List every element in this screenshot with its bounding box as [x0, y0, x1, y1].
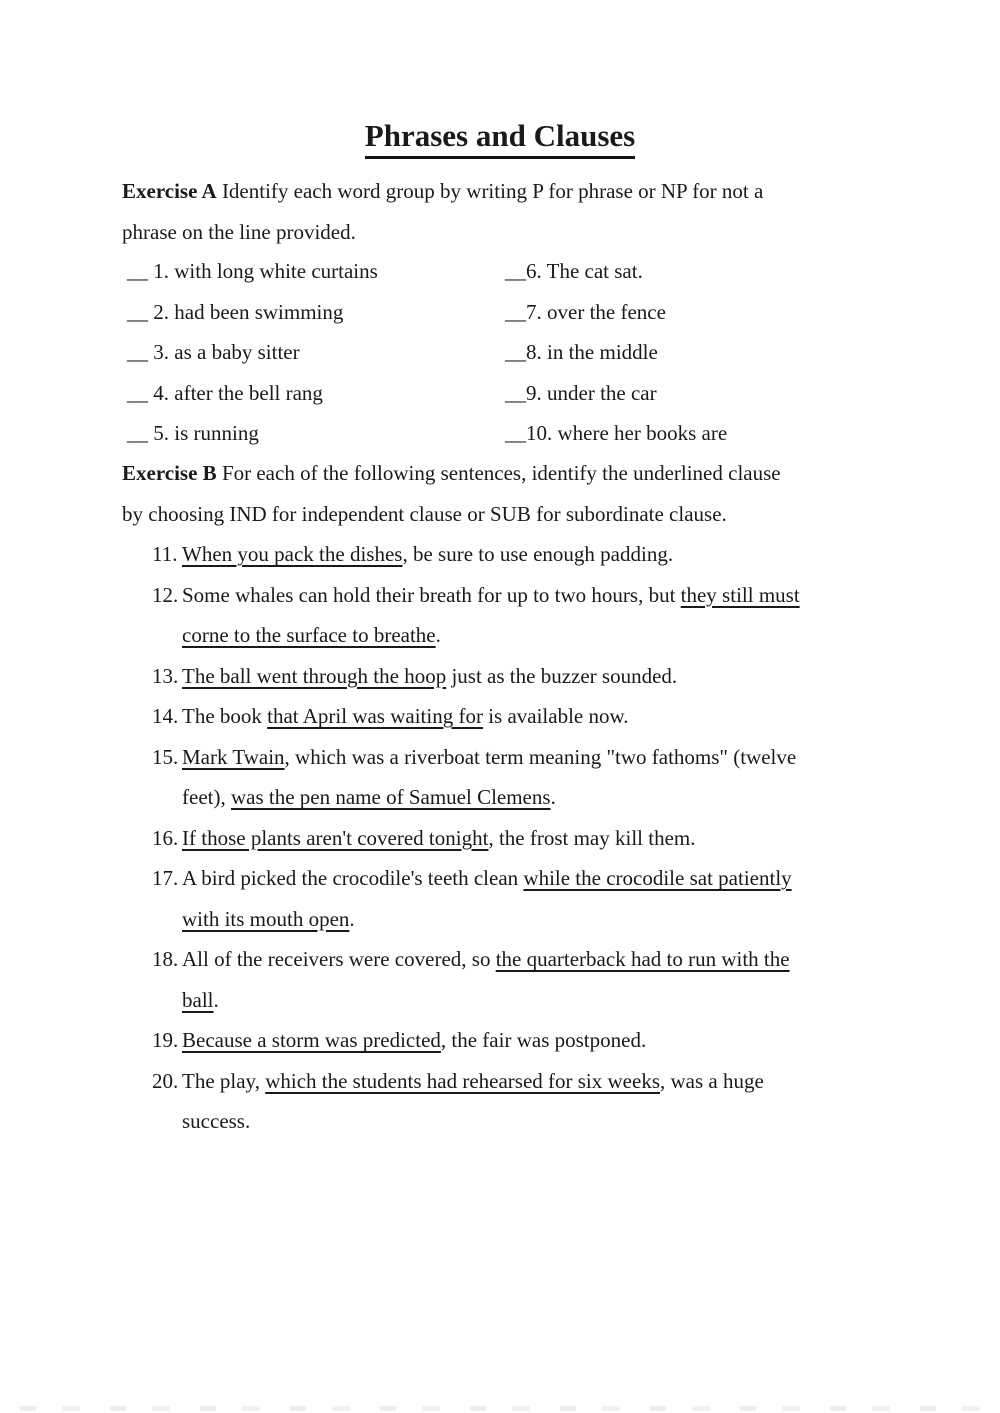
exercise-a-list	[127, 251, 727, 454]
exercise-a-item: __ 2. had been swimming	[127, 299, 344, 324]
text-run: is available now.	[482, 704, 629, 728]
text-run: , was a huge	[660, 1068, 764, 1093]
text-run: by choosing IND for independent clause or SUB for subordinate clause.	[122, 501, 727, 526]
underlined-clause: that April was waiting for	[267, 704, 483, 728]
text-run: The book	[182, 704, 268, 728]
exercise-a-item: __6. The cat sat.	[505, 259, 643, 283]
item-text	[182, 575, 898, 656]
text-run: The play,	[182, 1068, 266, 1093]
exercise-a-item: __7. over the fence	[505, 299, 666, 324]
exercise-a-prompt	[122, 171, 890, 252]
text-run: .	[213, 987, 219, 1012]
text-run: just as the buzzer sounded.	[446, 663, 678, 688]
underlined-clause: while the crocodile sat patiently	[523, 866, 792, 890]
text-run: success.	[182, 1109, 251, 1133]
text-run: A bird picked the crocodile's teeth clean	[182, 866, 524, 890]
text-run: .	[349, 906, 355, 931]
exercise-a-item: __10. where her books are	[505, 421, 728, 445]
underlined-clause: ball	[182, 987, 214, 1012]
underlined-clause: The ball went through the hoop	[182, 663, 447, 688]
exercise-a-item: __9. under the car	[505, 380, 657, 405]
exercise-label: Exercise A	[122, 179, 217, 203]
exercise-a-item: __ 4. after the bell rang	[127, 380, 323, 405]
item-text	[182, 534, 898, 575]
exercise-b-item	[152, 737, 898, 818]
exercise-b-item	[152, 818, 898, 859]
text-run: , the fair was postponed.	[440, 1028, 647, 1052]
underlined-clause: If those plants aren't covered tonight	[182, 825, 489, 850]
text-run: , which was a riverboat term meaning "two fathoms" (twelve	[284, 744, 797, 769]
exercise-b-list	[152, 534, 898, 1142]
text-run: feet),	[182, 785, 231, 809]
underlined-clause: which the students had rehearsed for six weeks	[265, 1068, 660, 1093]
text-run: , be sure to use enough padding.	[402, 542, 674, 566]
text-run: .	[550, 785, 556, 809]
item-number: 19.	[152, 1028, 179, 1052]
exercise-b-item	[152, 656, 898, 697]
item-number: 20.	[152, 1068, 179, 1093]
underlined-clause: with its mouth open	[182, 906, 350, 931]
item-text	[182, 656, 898, 697]
text-run: All of the receivers were covered, so	[182, 947, 496, 971]
item-text	[182, 737, 898, 818]
item-number: 14.	[152, 704, 179, 728]
item-number: 16.	[152, 825, 179, 850]
underlined-clause: When you pack the dishes	[182, 542, 403, 566]
exercise-a-item: __ 5. is running	[127, 421, 259, 445]
item-text	[182, 818, 898, 859]
text-run: Identify each word group by writing P for phrase or NP for not a	[216, 179, 764, 203]
item-number: 18.	[152, 947, 179, 971]
item-text	[182, 858, 898, 939]
item-text	[182, 939, 898, 1020]
text-run: Some whales can hold their breath for up to two hours, but	[182, 582, 681, 607]
underlined-clause: Because a storm was predicted	[182, 1028, 441, 1052]
exercise-b-item	[152, 858, 898, 939]
underlined-clause: they still must	[680, 582, 800, 607]
title-wrap	[0, 119, 1000, 159]
underlined-clause: was the pen name of Samuel Clemens	[230, 785, 551, 809]
exercise-label: Exercise B	[122, 461, 217, 485]
exercise-a-item: __8. in the middle	[505, 340, 658, 364]
underlined-clause: Mark Twain	[182, 744, 285, 769]
item-number: 12.	[152, 582, 179, 607]
underlined-clause: the quarterback had to run with the	[495, 947, 790, 971]
item-number: 13.	[152, 663, 179, 688]
text-run: phrase on the line provided.	[122, 219, 356, 244]
page-title: Phrases and Clauses	[365, 119, 635, 159]
scan-artifact-strip	[20, 1406, 980, 1411]
item-text	[182, 1020, 898, 1061]
exercise-b-prompt	[122, 453, 890, 534]
text-run: .	[435, 623, 441, 647]
item-number: 11.	[152, 542, 178, 566]
text-run: , the frost may kill them.	[488, 825, 696, 850]
exercise-a-item: __ 3. as a baby sitter	[127, 340, 300, 364]
exercise-b-item	[152, 534, 898, 575]
item-text	[182, 1061, 898, 1142]
exercise-b-item	[152, 575, 898, 656]
item-text	[182, 696, 898, 737]
text-run: For each of the following sentences, identify the underlined clause	[216, 461, 781, 485]
item-number: 17.	[152, 866, 179, 890]
exercise-b-item	[152, 939, 898, 1020]
underlined-clause: corne to the surface to breathe	[182, 623, 436, 647]
item-number: 15.	[152, 744, 179, 769]
exercise-a-item: __ 1. with long white curtains	[127, 259, 378, 283]
exercise-b-item	[152, 1061, 898, 1142]
exercise-b-item	[152, 696, 898, 737]
exercise-b-item	[152, 1020, 898, 1061]
